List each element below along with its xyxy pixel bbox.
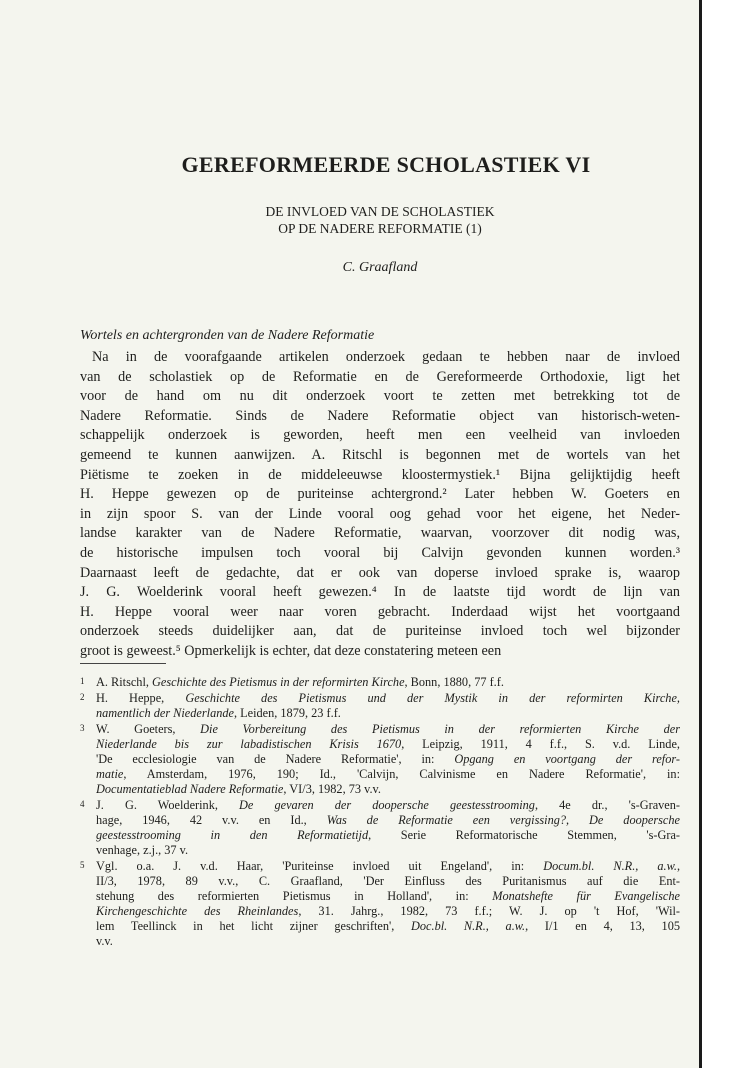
body-line: de historische impulsen toch vooral bij Calvijn gevonden kunnen worden.³ (80, 544, 680, 561)
footnote-line: geestesstrooming in den Reformatietijd, Serie Reformatorische Stemmen, 's-Gra- (96, 828, 680, 842)
article-title: GEREFORMEERDE SCHOLASTIEK VI (181, 152, 591, 177)
footnote-number: 2 (80, 692, 85, 702)
page-margin (702, 0, 738, 1068)
body-line: in zijn spoor S. van der Linde vooral oog gehad voor het eigene, het Neder- (80, 505, 680, 522)
footnote-5 (80, 859, 680, 949)
body-line: Daarnaast leeft de gedachte, dat er ook van doperse invloed sprake is, waarop (80, 564, 680, 581)
footnote-2 (80, 691, 680, 721)
body-line: onderzoek steeds duidelijker aan, dat de puriteinse invloed toch wel bijzonder (80, 623, 680, 640)
footnote-line: II/3, 1978, 89 v.v., C. Graafland, 'Der Einfluss des Puritanismus auf die Ent- (96, 874, 680, 888)
body-line: Piëtisme te zoeken in de middeleeuwse kloostermystiek.¹ Bijna gelijktijdig heeft (80, 466, 680, 483)
footnote-4 (80, 798, 680, 858)
body-line: gemeend te kunnen aanwijzen. A. Ritschl is begonnen met de wortels van het (80, 446, 680, 463)
footnote-line: stehung des reformierten Pietismus in Holland', in: Monatshefte für Evangelische (96, 889, 680, 903)
footnote-line: Niederlande bis zur labadistischen Krisis 1670, Leipzig, 1911, 4 f.f., S. v.d. Linde, (96, 737, 680, 751)
body-line: landse karakter van de Nadere Reformatie, waarvan, voorzover dit nodig was, (80, 525, 680, 542)
footnote-line: Documentatieblad Nadere Reformatie, VI/3, 1982, 73 v.v. (96, 782, 381, 796)
footnote-line: v.v. (96, 934, 113, 948)
footnote-number: 5 (80, 860, 85, 870)
footnote-line: Vgl. o.a. J. v.d. Haar, 'Puriteinse invloed uit Engeland', in: Docum.bl. N.R., a.w., (96, 859, 680, 873)
footnote-number: 4 (80, 799, 85, 809)
footnote-1 (80, 675, 680, 690)
body-line: H. Heppe vooral weer naar voren gebracht. Inderdaad wijst het voortgaand (80, 603, 680, 620)
body-line: Nadere Reformatie. Sinds de Nadere Reformatie object van historisch-weten- (80, 407, 680, 424)
footnote-line: lem Teellinck in het licht zijner geschriften', Doc.bl. N.R., a.w., I/1 en 4, 13, 105 (96, 919, 680, 933)
section-heading: Wortels en achtergronden van de Nadere Reformatie (80, 328, 375, 343)
footnote-line: venhage, z.j., 37 v. (96, 843, 189, 857)
body-line: voor de hand om nu dit onderzoek voort te zetten met betrekking tot de (80, 388, 680, 405)
footnote-line: Kirchengeschichte des Rheinlandes, 31. Jahrg., 1982, 73 f.f.; W. J. op 't Hof, 'Wil- (96, 904, 680, 918)
footnote-3 (80, 722, 680, 797)
body-line: van de scholastiek op de Reformatie en de Gereformeerde Orthodoxie, ligt het (80, 368, 680, 385)
body-line: groot is geweest.⁵ Opmerkelijk is echter, dat deze constatering meteen een (80, 642, 502, 659)
footnote-line: namentlich der Niederlande, Leiden, 1879, 23 f.f. (96, 706, 341, 720)
footnote-line: A. Ritschl, Geschichte des Pietismus in der reformirten Kirche, Bonn, 1880, 77 f.f. (96, 675, 504, 689)
footnote-line: H. Heppe, Geschichte des Pietismus und der Mystik in der reformirten Kirche, (96, 691, 680, 705)
body-line: Na in de voorafgaande artikelen onderzoek gedaan te hebben naar de invloed (92, 349, 680, 365)
footnote-divider (80, 663, 166, 664)
subtitle-line: OP DE NADERE REFORMATIE (1) (278, 221, 482, 236)
body-text (80, 348, 680, 662)
footnote-line: 'De ecclesiologie van de Nadere Reformatie', in: Opgang en voortgang der refor- (96, 752, 680, 766)
article-author: C. Graafland (342, 260, 418, 275)
body-line: schappelijk onderzoek is geworden, heeft men een veelheid van invloeden (80, 427, 680, 444)
body-line: H. Heppe gewezen op de puriteinse achtergrond.² Later hebben W. Goeters en (80, 486, 680, 503)
footnote-line: J. G. Woelderink, De gevaren der doopersche geestesstrooming, 4e dr., 's-Graven- (96, 798, 680, 812)
footnote-line: matie, Amsterdam, 1976, 190; Id., 'Calvijn, Calvinisme en Nadere Reformatie', in: (96, 767, 680, 781)
footnote-line: W. Goeters, Die Vorbereitung des Pietismus in der reformierten Kirche der (96, 722, 680, 736)
article-subtitle (80, 203, 680, 237)
footnote-line: hage, 1946, 42 v.v. en Id., Was de Reformatie een vergissing?, De doopersche (96, 813, 680, 827)
footnotes-list (80, 675, 680, 950)
subtitle-line: DE INVLOED VAN DE SCHOLASTIEK (265, 204, 495, 219)
footnote-number: 3 (80, 723, 85, 733)
footnote-number: 1 (80, 676, 85, 686)
body-line: J. G. Woelderink vooral heeft gewezen.⁴ In de laatste tijd wordt de lijn van (80, 584, 680, 601)
